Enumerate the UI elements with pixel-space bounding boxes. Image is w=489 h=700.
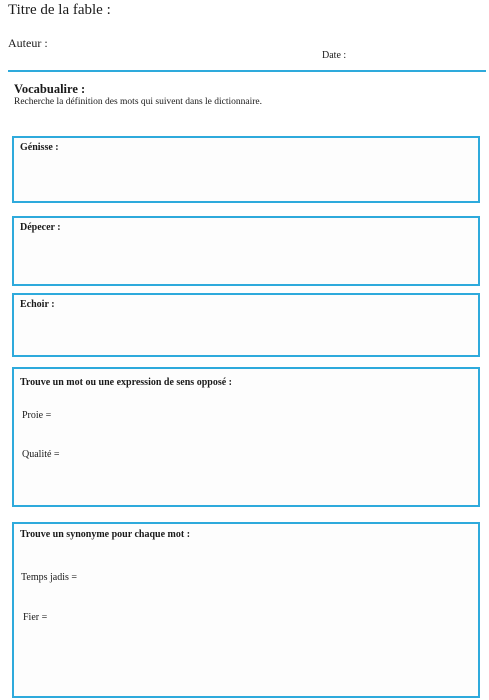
date-label: Date : [322,50,347,61]
synonym-field-temps-jadis: Temps jadis = [21,572,78,583]
header-divider [8,70,486,72]
definition-box-genisse[interactable] [12,136,480,203]
synonyms-heading: Trouve un synonyme pour chaque mot : [20,529,191,540]
synonym-field-fier: Fier = [23,612,48,623]
opposites-box[interactable] [12,367,480,507]
definition-word-label: Echoir : [20,299,55,310]
synonyms-box[interactable] [12,522,480,698]
fable-title-label: Titre de la fable : [8,2,111,18]
opposite-field-qualite: Qualité = [22,449,60,460]
author-label: Auteur : [8,36,48,50]
definition-box-echoir[interactable] [12,293,480,357]
opposites-heading: Trouve un mot ou une expression de sens opposé : [20,377,232,388]
vocabulary-heading: Vocabualire : [14,82,86,96]
definition-word-label: Génisse : [20,142,59,153]
definition-box-depecer[interactable] [12,216,480,286]
opposite-field-proie: Proie = [22,410,52,421]
vocabulary-instruction: Recherche la définition des mots qui suivent dans le dictionnaire. [14,97,262,107]
definition-word-label: Dépecer : [20,222,61,233]
